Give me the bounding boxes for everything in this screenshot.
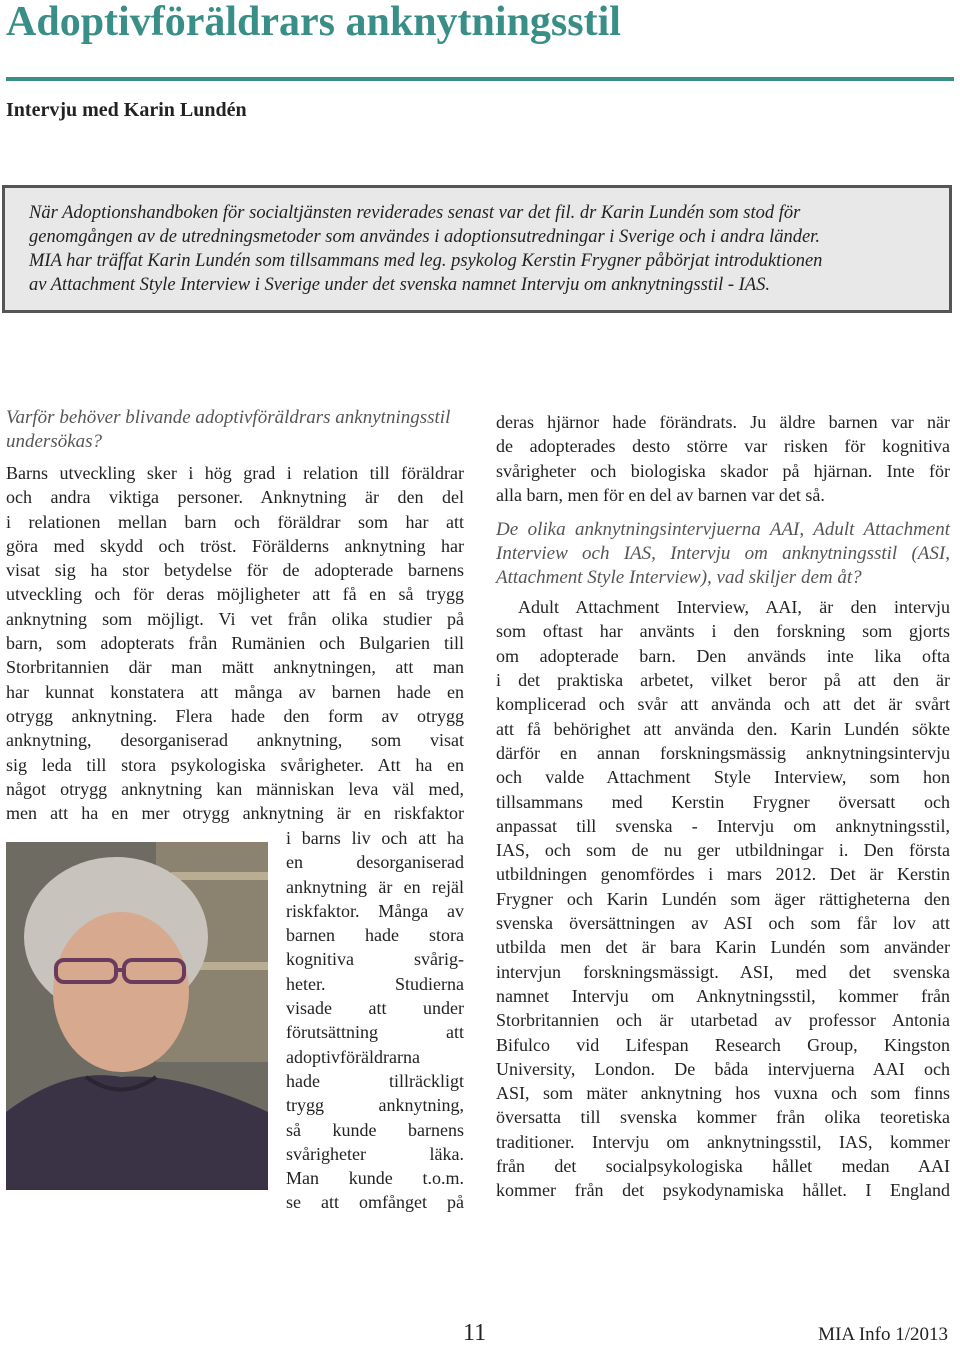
body-line: Adult Attachment Interview, AAI, är den intervju [518,597,950,618]
page-number: 11 [463,1320,487,1346]
question-line: Varför behöver blivande adoptivföräldrars anknytningsstil [6,407,451,428]
left-column [6,406,464,825]
body-line: barn, som adopterats från Rumänien och Bulgarien till [6,633,464,654]
body-line: se att omfånget på [286,1192,464,1213]
page-title: Adoptivföräldrars anknytningsstil [6,0,621,45]
body-line: visat sig ha stor betydelse för de adopterade barnens [6,560,464,581]
body-line: har kunnat konstatera att många av barnen hade en [6,681,464,702]
body-line: men att ha en mer otrygg anknytning är en riskfaktor [6,803,464,824]
body-line: komplicerad och svår att använda och att det är svårt [496,694,950,715]
body-line: barnen hade stora [286,925,464,946]
body-text [496,595,950,1202]
body-line: svårigheter och biologiska skador på hjärnan. Inte för [496,460,950,481]
body-line: svårigheter läka. [286,1143,464,1164]
body-line: deras hjärnor hade förändrats. Ju äldre barnen var när [496,412,950,432]
body-line: i barns liv och att ha [286,828,464,848]
intro-box [2,185,952,313]
body-line: anpassat till svenska - Intervju om anknytningsstil, [496,815,950,836]
body-line: intervjun forskningsmässigt. ASI, med det svenska [496,961,950,982]
intro-line: av Attachment Style Interview i Sverige under det svenska namnet Intervju om anknytningsstil - IAS. [29,275,771,295]
page-subtitle: Intervju med Karin Lundén [6,99,247,121]
body-line: Frygner och Karin Lundén som äger rättigheterna den [496,888,950,909]
body-line: adoptivföräldrarna [286,1046,420,1067]
body-line: att få behörighet att använda den. Karin Lundén sökte [496,718,950,739]
body-line: så kunde barnens [286,1119,464,1140]
body-line: otrygg anknytning. Flera hade den form av otrygg [6,705,464,726]
right-column [496,410,950,1203]
body-line: utbilda men det är bara Karin Lundén som använder [496,937,950,958]
body-line: något otrygg anknytning kan människan leva väl med, [6,778,464,799]
left-narrow-column [286,826,464,1215]
question-line: Attachment Style Interview), vad skiljer dem åt? [496,567,862,589]
body-line: de adopterades desto större var risken för kognitiva [496,436,950,457]
body-line: från det socialpsykologiska hållet medan AAI [496,1156,950,1177]
body-line: kognitiva svårig- [286,949,464,970]
body-line: anknytning som möjligt. Vi vet från olika studier på [6,608,464,629]
body-line: och andra viktiga personer. Anknytning är den del [6,487,464,508]
body-line: översatta till svenska kommer från olika teoretiska [496,1107,950,1128]
body-text [6,461,464,825]
body-line: därför en annan forskningsmässig anknytningsintervju [496,742,950,763]
intro-line: När Adoptionshandboken för socialtjänsten reviderades senast var det fil. dr Karin Lundén som stod för [29,203,801,223]
body-line: och valde Attachment Style Interview, som hon [496,767,950,788]
body-line: anknytning är en rejäl [286,876,464,897]
body-line: riskfaktor. Många av [286,900,464,921]
body-line: tillsammans med Kerstin Frygner översatt och [496,791,950,812]
body-line: utveckling och för deras möjligheter att få en så trygg [6,584,464,605]
body-line: Bifulco vid Lifespan Research Group, Kingston [496,1034,950,1055]
body-line: svenska översättningen av ASI och som får lov att [496,913,950,934]
body-line: visade att under [286,998,464,1019]
question-line: undersökas? [6,431,103,452]
body-line: kommer från det psykodynamiska hållet. I England [496,1180,950,1201]
body-line: som oftast har använts i den forskning som gjorts [496,621,950,642]
body-line: om adopterade barn. Den används inte lika ofta [496,645,950,666]
portrait-image [6,842,268,1190]
intro-line: genomgången av de utredningsmetoder som användes i adoptionsutredningar i Sverige och i andra länder. [29,227,820,247]
body-line: i det praktiska arbetet, vilket beror på att den är [496,670,950,691]
body-line: hade tillräckligt [286,1070,464,1091]
body-line: Storbritannien och är utarbetad av professor Antonia [496,1010,950,1031]
body-line: heter. Studierna [286,973,464,994]
body-line: en desorganiserad [286,852,464,873]
question-heading [496,518,950,590]
question-line: Interview och IAS, Intervju om anknytningsstil (ASI, [496,543,950,565]
body-line: alla barn, men för en del av barnen var det så. [496,484,825,505]
body-line: Storbritannien där man mätt anknytningen, att man [6,657,464,678]
body-line: traditioner. Intervju om anknytningsstil, IAS, kommer [496,1131,950,1152]
title-divider [6,77,954,81]
body-text [496,410,950,507]
body-line: University, London. De båda intervjuerna AAI och [496,1058,950,1079]
portrait-photo [6,842,268,1190]
body-line: utbildningen genomfördes i mars 2012. Det är Kerstin [496,864,950,885]
body-line: ASI, som mäter anknytning hos vuxna och som finns [496,1083,950,1104]
body-line: IAS, och som de nu ger utbildningar i. Den första [496,840,950,861]
question-heading [6,406,464,454]
intro-line: MIA har träffat Karin Lundén som tillsammans med leg. psykolog Kerstin Frygner påbörjat introduktionen [29,251,823,271]
body-line: trygg anknytning, [286,1095,464,1116]
body-line: namnet Intervju om Anknytningsstil, kommer från [496,985,950,1006]
body-line: göra med skydd och tröst. Förälderns anknytning har [6,535,464,556]
body-line: Man kunde t.o.m. [286,1168,464,1189]
body-line: i relationen mellan barn och föräldrar som har att [6,511,464,532]
body-line: anknytning, desorganiserad anknytning, som visat [6,730,464,751]
body-line: Barns utveckling sker i hög grad i relation till föräldrar [6,463,464,483]
magazine-issue: MIA Info 1/2013 [818,1324,948,1345]
body-line: sig leda till stora psykologiska svårigheter. Att ha en [6,754,464,775]
question-line: De olika anknytningsintervjuerna AAI, Adult Attachment [496,519,950,541]
body-line: förutsättning att [286,1022,464,1043]
